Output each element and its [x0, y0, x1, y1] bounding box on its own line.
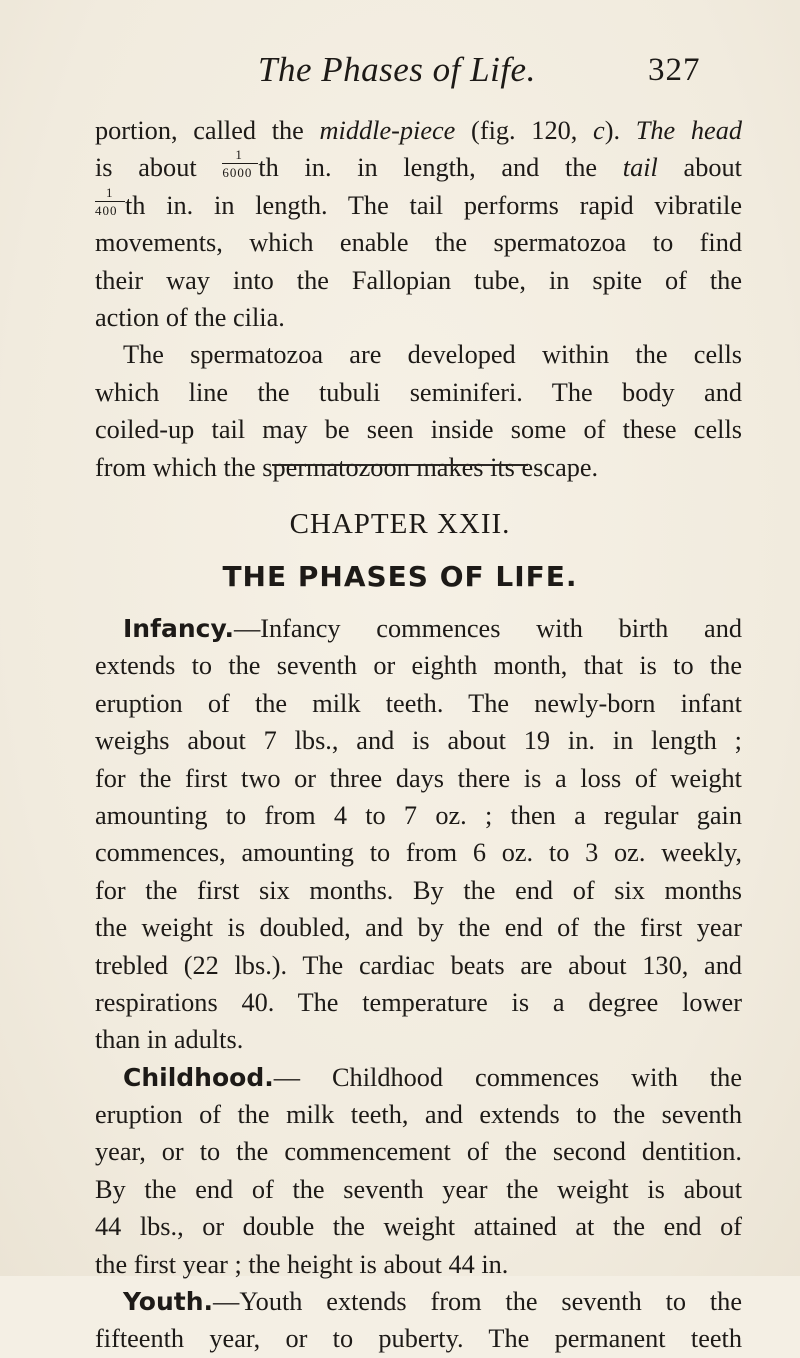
- text-line: extends to the seventh or eighth month, that is to the: [95, 651, 742, 681]
- text-line: than in adults.: [95, 1025, 244, 1055]
- running-head: [0, 50, 800, 100]
- text-line: By the end of the seventh year the weight is about: [95, 1174, 742, 1204]
- text-line: eruption of the milk teeth. The newly-born infant: [95, 688, 742, 718]
- text-line: The spermatozoa are developed within the cells: [123, 340, 742, 370]
- text-line: amounting to from 4 to 7 oz. ; then a regular gain: [95, 800, 742, 830]
- text-line: year, or to the commencement of the second dentition.: [95, 1137, 742, 1167]
- text-line: commences, amounting to from 6 oz. to 3 oz. weekly,: [95, 838, 742, 868]
- page-number: 327: [648, 52, 701, 88]
- text-line: their way into the Fallopian tube, in spite of the: [95, 265, 742, 295]
- text-line: respirations 40. The temperature is a degree lower: [95, 987, 742, 1017]
- section-heading-youth: Youth.: [123, 1287, 214, 1317]
- section-divider: [272, 464, 528, 466]
- text-line: for the first six months. By the end of six months: [95, 875, 742, 905]
- text-line: trebled (22 lbs.). The cardiac beats are about 130, and: [95, 950, 742, 980]
- text-line: portion, called the middle-piece (fig. 120, c). The head: [95, 116, 742, 145]
- running-title: The Phases of Life.: [258, 50, 536, 89]
- text-line: weighs about 7 lbs., and is about 19 in. in length ;: [95, 726, 742, 756]
- text-line: 44 lbs., or double the weight attained at the end of: [95, 1212, 742, 1242]
- text-line: from which the spermatozoon makes its escape.: [95, 452, 599, 482]
- text-line: coiled-up tail may be seen inside some of these cells: [95, 415, 742, 445]
- text-line: for the first two or three days there is a loss of weight: [95, 763, 742, 793]
- text-line: the first year ; the height is about 44 in.: [95, 1249, 509, 1279]
- text-line: Childhood.— Childhood commences with the: [123, 1062, 742, 1092]
- section-heading-infancy: Infancy.: [123, 614, 234, 643]
- chapter-title: THE PHASES OF LIFE.: [222, 560, 578, 593]
- fraction: $\frac{1}{6000}$: [222, 158, 258, 178]
- text-line: movements, which enable the spermatozoa to find: [95, 228, 742, 258]
- text-line: action of the cilia.: [95, 302, 285, 332]
- text-line: fifteenth year, or to puberty. The permanent teeth: [95, 1324, 742, 1354]
- text-line: Infancy.—Infancy commences with birth and: [123, 614, 742, 643]
- text-line: is about $\frac{1}{6000}$ th in. in length, and the tail about: [95, 147, 742, 183]
- chapter-number: CHAPTER XXII.: [289, 508, 511, 540]
- text-line: Youth.—Youth extends from the seventh to the: [123, 1287, 742, 1317]
- text-line: $\frac{1}{400}$ th in. in length. The tail performs rapid vibratile: [95, 184, 742, 220]
- top-section: [95, 112, 742, 486]
- text-line: which line the tubuli seminiferi. The body and: [95, 377, 742, 407]
- text-line: eruption of the milk teeth, and extends to the seventh: [95, 1100, 742, 1130]
- fraction: $\frac{1}{400}$: [95, 196, 125, 216]
- text-line: the weight is doubled, and by the end of the first year: [95, 913, 742, 943]
- section-heading-childhood: Childhood.: [123, 1062, 274, 1092]
- infancy-section: [95, 610, 742, 1358]
